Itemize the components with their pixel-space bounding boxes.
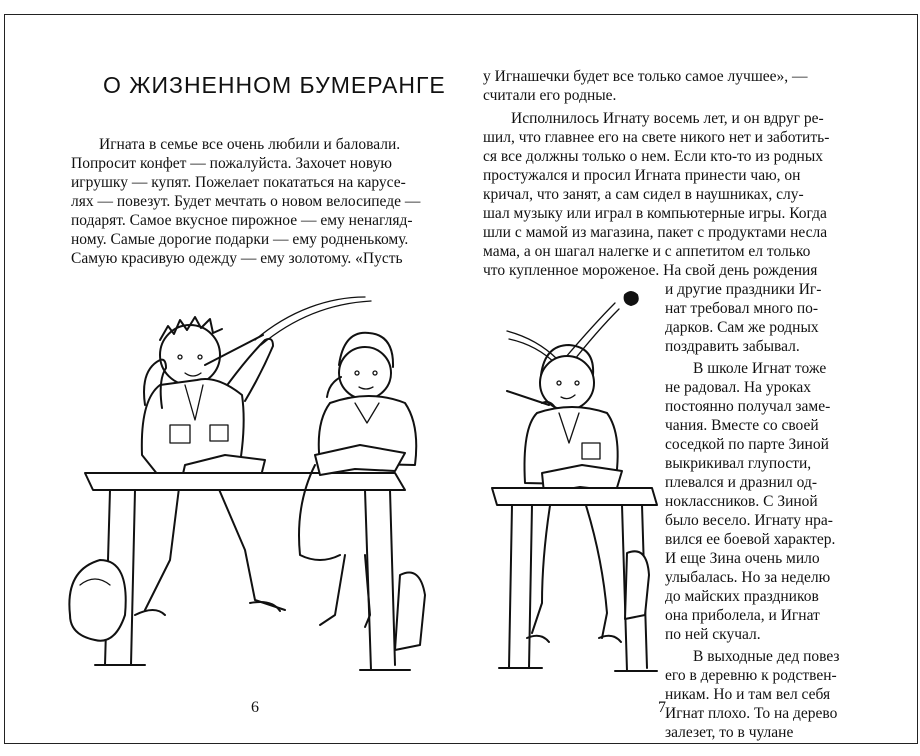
paragraph-line: В школе Игнат тоже (693, 360, 827, 377)
paragraph-line: В выходные дед повез (693, 648, 840, 665)
paragraph-line: ноклассников. С Зиной (665, 493, 818, 510)
spitball-icon (625, 292, 638, 305)
chapter-title: О ЖИЗНЕННОМ БУМЕРАНГЕ (103, 72, 446, 98)
paragraph-line: вился ее боевой характер. (665, 531, 836, 548)
paragraph-line: подарят. Самое вкусное пирожное — ему ненагляд- (71, 212, 413, 229)
paragraph-line: соседкой по парте Зиной (665, 436, 829, 453)
paragraph-line: кричал, что занят, а сам сидел в наушниках, слу- (483, 186, 804, 203)
paragraph-line: шли с мамой из магазина, пакет с продуктами несла (483, 224, 828, 241)
paragraph-line: мама, а он шагал налегке и с аппетитом ел только (483, 243, 811, 260)
paragraph-line: было весело. Игнату нра- (665, 512, 833, 529)
paragraph-line: считали его родные. (483, 87, 617, 104)
book-spread (4, 14, 918, 744)
paragraph-line: Игнат плохо. То на дерево (665, 705, 838, 722)
school-desk (85, 473, 410, 670)
paragraph-line: что купленное мороженое. На свой день рождения (483, 262, 818, 279)
backpack-icon (395, 573, 425, 651)
paragraph-line: она приболела, и Игнат (665, 607, 820, 624)
paragraph-line: выкрикивал глупости, (665, 455, 812, 472)
paragraph-line: ся все должны только о нем. Если кто-то из родных (483, 148, 823, 165)
paragraph-line: не радовал. На уроках (665, 379, 812, 396)
paragraph-line: чания. Вместе со своей (665, 417, 819, 434)
paragraph-line: Исполнилось Игнату восемь лет, и он вдруг ре- (511, 110, 824, 127)
paragraph-line: постоянно получал заме- (665, 398, 831, 415)
paragraph-line: лях — повезут. Будет мечтать о новом велосипеде — (71, 193, 421, 210)
paragraph-line: залезет, то в чулане (665, 724, 794, 741)
backpack-icon (625, 551, 649, 619)
illustration-two-pupils (65, 285, 435, 685)
paragraph-line: Самую красивую одежду — ему золотому. «Пусть (71, 250, 403, 267)
paragraph-line: нат требовал много по- (665, 300, 819, 317)
paragraph-line: игрушку — купят. Пожелает покататься на карусе- (71, 174, 406, 191)
page-number-right: 7 (658, 699, 666, 716)
paragraph-line: простужался и просил Игната принести чаю, он (483, 167, 801, 184)
paragraph-line: его в деревню к родствен- (665, 667, 837, 684)
page-number-left: 6 (251, 699, 259, 716)
backpack-icon (69, 560, 125, 641)
paragraph-line: шал музыку или играл в компьютерные игры. Когда (483, 205, 827, 222)
illustration-boy-alone (487, 283, 662, 683)
paragraph-line: ному. Самые дорогие подарки — ему родненькому. (71, 231, 409, 248)
paragraph-line: до майских праздников (665, 588, 819, 605)
paragraph-line: Попросит конфет — пожалуйста. Захочет новую (71, 155, 392, 172)
paragraph-line: И еще Зина очень мило (665, 550, 820, 567)
paragraph-line: и другие праздники Иг- (665, 281, 822, 298)
paragraph-line: шил, что главнее его на свете никого нет и заботить- (483, 129, 830, 146)
paragraph-line: улыбалась. Но за неделю (665, 569, 831, 586)
paragraph-line: Игната в семье все очень любили и баловали. (99, 136, 401, 153)
paragraph-line: у Игнашечки будет все только самое лучшее», — (483, 68, 808, 85)
paragraph-line: дарков. Сам же родных (665, 319, 819, 336)
paragraph-line: никам. Но и там вел себя (665, 686, 831, 703)
paragraph-line: по ней скучал. (665, 626, 761, 643)
paragraph-line: плевался и дразнил од- (665, 474, 818, 491)
paragraph-line: поздравить забывал. (665, 338, 800, 355)
